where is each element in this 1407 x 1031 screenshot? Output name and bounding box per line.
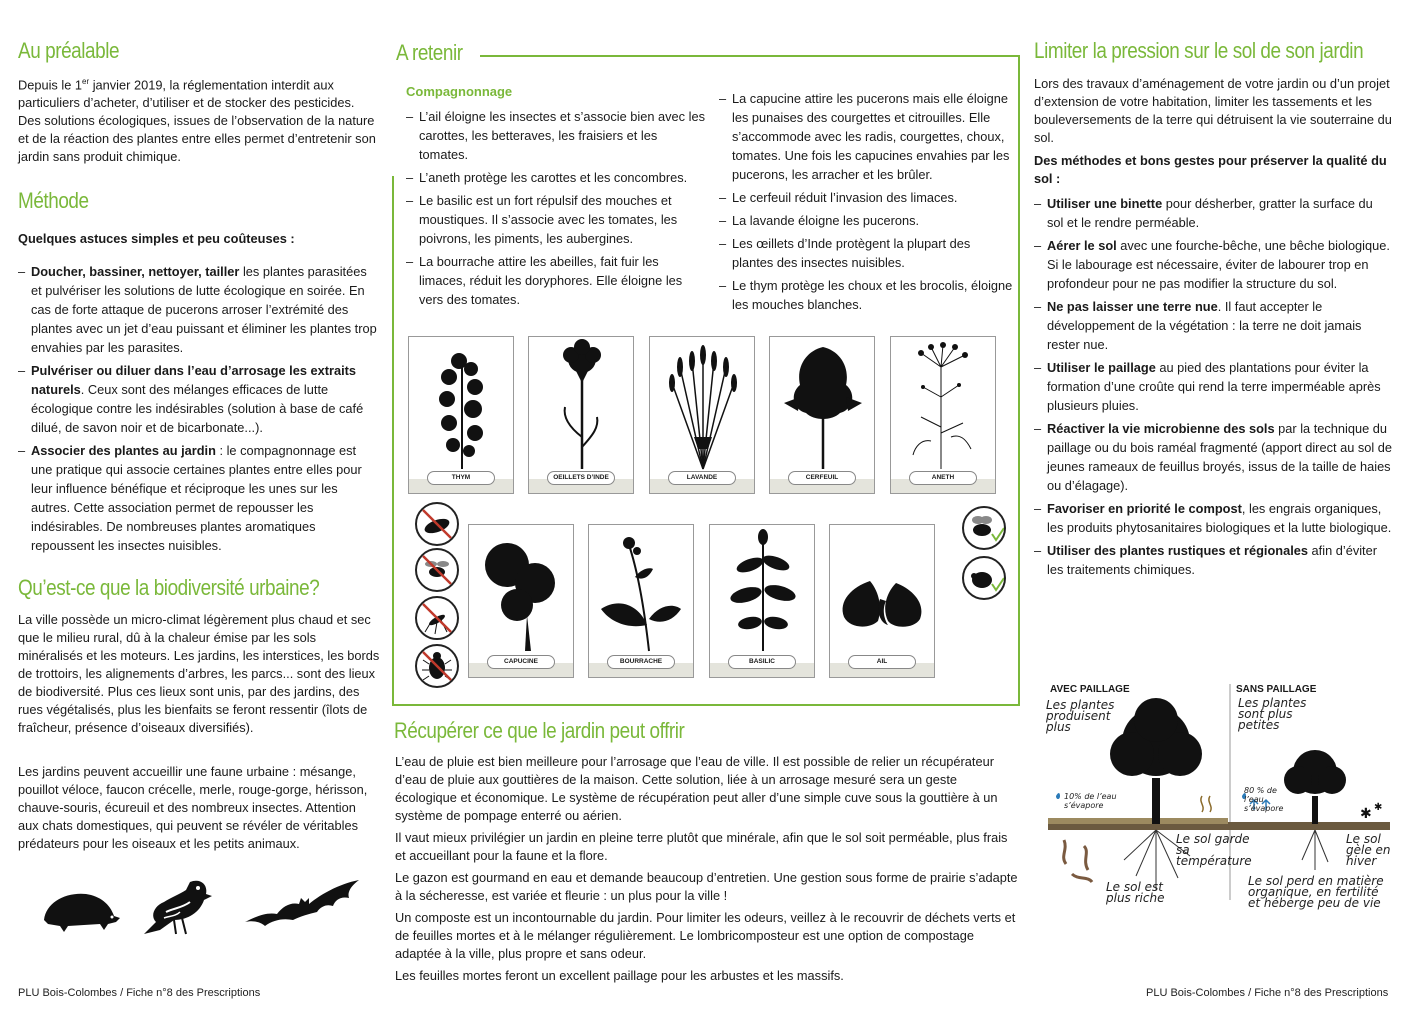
card-label: THYM xyxy=(427,471,495,485)
list-item: – Réactiver la vie microbienne des sols par la technique du paillage ou du bois raméal fragmenté (apport direct au sol de jeunes rameaux de feuillus broyés, issus de la taille de haies ou d’élagage). xyxy=(1034,419,1392,495)
prealable-text: Depuis le 1er janvier 2019, la réglementation interdit aux particuliers d’acheter, d’utiliser et de stocker des pesticides. Des solutions écologiques, issues de l’observation de la nature et de la réaction des plantes entre elles permet d’entretenir son jardin sans produit chimique. xyxy=(18,77,376,165)
list-item: – La capucine attire les pucerons mais elle éloigne les punaises des courgettes et citrouilles. Elle s’accommode avec les radis, courgettes, choux, tomates. Une fois les capucines envahies par les pucerons, les arracher et les brûler. xyxy=(719,89,1013,184)
methode-intro: Quelques astuces simples et peu coûteuses : xyxy=(18,231,295,247)
biodiv-text: La ville possède un micro-climat légèrement plus chaud et sec que le milieu rural, dû à la chaleur émise par les sols minéralisés et les moteurs. Les jardins, les interstices, les bords de trottoirs, les alignements d’arbres, les parcs... sont des lieux de biodiversité. Plus ces lieux sont unis, par des jardins, des rues végétalisés, plus les bienfaits se feront ressentir (îlots de fraîcheur, présence d’oiseaux diversifiés). xyxy=(18,612,380,736)
recup-text: L’eau de pluie est bien meilleure pour l’arrosage que l’eau de ville. Il est possible de relier un récupérateur d’eau de pluie aux gouttières de la maison. Cette solution, liée à un arrosage mesuré sera un geste écologique et économique. Le système de récupération peut aller d’une simple cuve sous la gouttière à un système de pompage enterré ou aérien. Il vaut mieux privilégier un jardin en pleine terre plutôt que minérale, afin que le sol soit perméable, plus frais et accueillant pour la faune et la flore. Le gazon est gourmand en eau et demande beaucoup d’entretien. Une gestion sous forme de prairie s’adapte à la sécheresse, est variée et fleurie : un plus pour la ville ! Un composte est un incontournable du jardin. Pour limiter les odeurs, veillez à le recouvrir de déchets verts et de feuilles mortes et à le mélanger régulièrement. Le lombricomposteur est une option de compostage adaptée à la ville, plus propre et sans odeur. Les feuilles mortes feront un excellent paillage pour les arbustes et les massifs. xyxy=(395,754,1018,983)
paillage-illustration xyxy=(1044,680,1394,910)
card-label: ANETH xyxy=(909,471,977,485)
plant-card-thym xyxy=(408,336,514,494)
crossed-fly-icon xyxy=(415,548,459,592)
perd-label: Le sol perd en matière organique, en fertilité et héberge peu de vie xyxy=(1248,874,1384,910)
list-item: – Utiliser une binette pour désherber, gratter la surface du sol et le rendre perméable. xyxy=(1034,194,1392,232)
sans-paillage-label: SANS PAILLAGE xyxy=(1236,684,1317,695)
avec-evap-label: 10% de l’eau s’évapore xyxy=(1064,792,1117,810)
list-item: – L’ail éloigne les insectes et s’associe bien avec les carottes, les betteraves, les fraisiers et les tomates. xyxy=(406,107,706,164)
plant-card-lavande xyxy=(649,336,755,494)
sans-plantes-label: Les plantes sont plus petites xyxy=(1238,696,1307,732)
card-label: BASILIC xyxy=(728,655,796,669)
biodiv-title: Qu’est-ce que la biodiversité urbaine? xyxy=(18,575,320,601)
sol-intro: Lors des travaux d’aménagement de votre jardin ou d’un projet d’extension de votre habitation, limiter les tassements et les bouleversements de la terre qui détruisent la vie souterraine du sol. xyxy=(1034,76,1392,145)
left-column xyxy=(18,38,380,853)
hedgehog-icon xyxy=(38,888,122,934)
list-item: – Ne pas laisser une terre nue. Il faut accepter le développement de la végétation : la terre ne doit jamais rester nue. xyxy=(1034,297,1392,354)
svg-text:✱: ✱ xyxy=(1374,802,1383,813)
plant-card-oeillets xyxy=(528,336,634,494)
list-item: – Le basilic est un fort répulsif des mouches et moustiques. Il s’associe avec les tomates, les poivrons, les piments, les aubergines. xyxy=(406,191,706,248)
methode-list xyxy=(18,262,380,555)
footer-right: PLU Bois-Colombes / Fiche n°8 des Prescriptions xyxy=(1146,987,1389,999)
list-item: – Pulvériser ou diluer dans l’eau d’arrosage les extraits naturels. Ceux sont des mélanges efficaces de lutte écologique contre les indésirables (solution à base de café dilué, de savon noir et de bicarbonate...). xyxy=(18,361,380,437)
bat-icon xyxy=(243,876,361,928)
crossed-beetle-icon xyxy=(415,644,459,688)
list-item: – Le cerfeuil réduit l’invasion des limaces. xyxy=(719,188,1013,207)
garde-temp-label: Le sol garde sa température xyxy=(1176,832,1252,868)
plant-card-cerfeuil xyxy=(769,336,875,494)
list-item: – Aérer le sol avec une fourche-bêche, une bêche biologique. Si le labourage est nécessaire, éviter de labourer trop en profondeur pour ne pas modifier la structure du sol. xyxy=(1034,236,1392,293)
plant-card-basilic xyxy=(709,524,815,678)
compagnonnage-left xyxy=(406,84,706,313)
list-item: – La lavande éloigne les pucerons. xyxy=(719,211,1013,230)
plant-card-ail xyxy=(829,524,935,678)
plant-card-capucine xyxy=(468,524,574,678)
crossed-slug-icon xyxy=(415,502,459,546)
list-item: – Associer des plantes au jardin : le compagnonnage est une pratique qui associe certaines plantes entre elles pour leur influence bénéfique et réciproque les unes sur les autres. Cette association permet de repousser les indésirables. De nombreuses plantes aromatiques repoussent les insectes nuisibles. xyxy=(18,441,380,555)
list-item: – La bourrache attire les abeilles, fait fuir les limaces, réduit les doryphores. Elle éloigne les vers des tomates. xyxy=(406,252,706,309)
sol-methods-title: Des méthodes et bons gestes pour préserver la qualité du sol : xyxy=(1034,153,1387,186)
list-item: – Doucher, bassiner, nettoyer, tailler les plantes parasitées et pulvériser les solutions de lutte écologique en soirée. En cas de forte attaque de pucerons arroser l’extrémité des plantes avec un jet d’eau puissant et éliminer les plantes trop envahies par les parasites. xyxy=(18,262,380,357)
footer-left: PLU Bois-Colombes / Fiche n°8 des Prescriptions xyxy=(18,987,261,999)
compagnonnage-title: Compagnonnage xyxy=(406,84,513,99)
plant-card-aneth xyxy=(890,336,996,494)
card-label: LAVANDE xyxy=(668,471,736,485)
card-label: CERFEUIL xyxy=(788,471,856,485)
list-item: – Les œillets d’Inde protègent la plupart des plantes des insectes nuisibles. xyxy=(719,234,1013,272)
list-item: – Le thym protège les choux et les brocolis, éloigne les mouches blanches. xyxy=(719,276,1013,314)
compagnonnage-right xyxy=(719,89,1013,318)
avec-plantes-label: Les plantes produisent plus xyxy=(1046,698,1115,734)
sol-title: Limiter la pression sur le sol de son jardin xyxy=(1034,38,1364,63)
prealable-title: Au préalable xyxy=(18,38,120,63)
card-label: CAPUCINE xyxy=(487,655,555,669)
crossed-mosquito-icon xyxy=(415,596,459,640)
card-label: AIL xyxy=(848,655,916,669)
right-column xyxy=(1034,38,1392,583)
recup-title: Récupérer ce que le jardin peut offrir xyxy=(394,718,685,743)
sans-evap-label: 80 % de l’eau s’évapore xyxy=(1244,786,1284,813)
list-item: – Utiliser des plantes rustiques et régionales afin d’éviter les traitements chimiques. xyxy=(1034,541,1392,579)
bee-check-icon xyxy=(962,506,1006,550)
faune-text: Les jardins peuvent accueillir une faune urbaine : mésange, pouillot véloce, faucon crécelle, merle, rouge-gorge, hérisson, chauve-souris, écureuil et des nombreux insectes. Attention aux chats domestiques, qui peuvent se révéler de véritables prédateurs pour les oiseaux et les petits animaux. xyxy=(18,764,368,852)
svg-text:✱: ✱ xyxy=(1360,806,1372,822)
gele-label: Le sol gèle en hiver xyxy=(1346,832,1391,868)
avec-paillage-label: AVEC PAILLAGE xyxy=(1050,684,1130,695)
bird-icon xyxy=(140,872,216,938)
ladybug-check-icon xyxy=(962,556,1006,600)
retenir-title: A retenir xyxy=(396,40,463,65)
sol-list xyxy=(1034,194,1392,579)
card-label: OEILLETS D’INDE xyxy=(547,471,615,485)
list-item: – L’aneth protège les carottes et les concombres. xyxy=(406,168,706,187)
riche-label: Le sol est plus riche xyxy=(1106,880,1165,905)
list-item: – Favoriser en priorité le compost, les engrais organiques, les produits phytosanitaires biologiques et la lutte biologique. xyxy=(1034,499,1392,537)
plant-card-bourrache xyxy=(588,524,694,678)
card-label: BOURRACHE xyxy=(607,655,675,669)
methode-title: Méthode xyxy=(18,188,89,214)
list-item: – Utiliser le paillage au pied des plantations pour éviter la formation d’une croûte qui rend la terre imperméable après plusieurs pluies. xyxy=(1034,358,1392,415)
